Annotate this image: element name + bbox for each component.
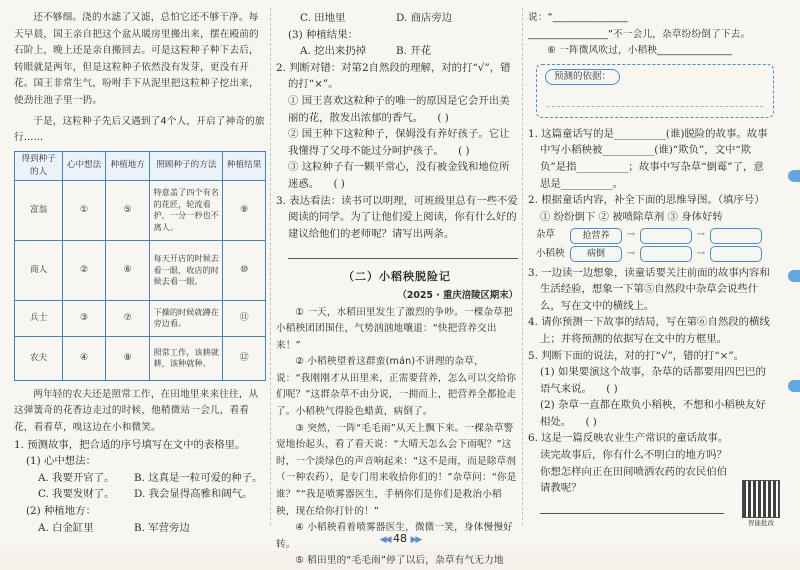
question: 3. 表达看法：读书可以明理，可班级里总有一些不爱阅读的同学。为了让他们爱上阅读，你有什么好的建议给他们的老师呢？请写出两条。 <box>276 194 518 240</box>
story-paragraph: ④ 小稻秧看着喷雾器医生，微微一笑，身体慢慢好转。 <box>276 522 513 550</box>
answer-slot[interactable]: ⑧ <box>105 336 150 380</box>
answer-line[interactable] <box>540 499 724 514</box>
table-header-cell: 种植结果 <box>223 151 266 180</box>
judge-text: ② 国王种下这粒种子，保姆没有养好孩子。它让我懂得了父母不能过分呵护孩子。 <box>288 128 510 157</box>
table-header-cell: 照顾种子的方法 <box>150 151 223 180</box>
section-title: （二）小稻秧脱险记 <box>343 270 451 284</box>
mindmap-row-seedling <box>528 246 774 263</box>
option[interactable]: A. 我要开官了。 <box>38 471 115 484</box>
mindmap-label: 杂草 <box>536 229 556 241</box>
column-divider <box>522 8 523 525</box>
table-row <box>15 336 266 380</box>
side-tabs <box>786 0 800 551</box>
answer-slot[interactable]: ① <box>63 180 106 240</box>
mindmap-blank-box[interactable] <box>710 246 762 262</box>
option-row <box>276 10 518 27</box>
answer-slot[interactable]: ⑤ <box>105 180 150 240</box>
answer-slot[interactable]: ⑨ <box>223 180 266 240</box>
column-middle <box>276 10 518 570</box>
question: 2. 判断对错：对第2自然段的理解，对的打“√”，错的打“×”。 <box>276 61 511 91</box>
column-divider <box>270 8 271 525</box>
prev-arrows-icon: ◀◀ <box>379 535 390 545</box>
next-arrows-icon: ▶▶ <box>410 535 421 545</box>
arrow-right-icon: → <box>626 247 636 259</box>
table-header-cell: 得到种子的人 <box>15 151 63 180</box>
judge-text: (1) 如果要演这个故事，杂草的话都要用四巴巴的语气来说。 <box>540 366 766 395</box>
side-tab[interactable] <box>788 270 800 282</box>
option[interactable]: A. 白金缸里 <box>38 521 94 534</box>
page-footer <box>0 532 800 545</box>
option[interactable]: A. 挖出来扔掉 <box>300 45 367 58</box>
sub-question: (1) 心中想法： <box>26 455 96 468</box>
mindmap-box: 病倒 <box>570 246 622 262</box>
table-cell: 兵士 <box>15 300 63 336</box>
table-cell: 商人 <box>15 240 63 300</box>
judge-item <box>528 364 774 397</box>
story-paragraph: ② 小稻秧望着这群蛮(mán)不讲理的杂草，说：“我刚刚才从田里来，正需要营养，怎么可以交给你们呢？”这群杂草不由分说，一拥而上，把营养全都抢走了。小稻秧气得脸色蜡黄，病倒了。 <box>276 356 517 418</box>
story-paragraph: ① 一天，水稻田里发生了激烈的争吵。一棵杂草把小稻秧团团围住，气势汹汹地嚷道：“快把营养交出来！” <box>276 306 513 351</box>
table-row <box>15 240 266 300</box>
answer-paren[interactable]: ( ) <box>437 111 449 124</box>
question: 4. 请你预测一下故事的结局，写在第⑥自然段的横线上；并将预测的依据写在文中的方框里。 <box>528 316 770 345</box>
mindmap-row-weeds <box>528 227 774 244</box>
judge-item <box>528 397 774 430</box>
option[interactable]: D. 商店旁边 <box>396 12 453 24</box>
prediction-basis-box[interactable] <box>536 64 774 118</box>
side-tab[interactable] <box>788 380 800 392</box>
table-row <box>15 300 266 336</box>
answer-slot[interactable]: ⑥ <box>105 240 150 300</box>
judge-item <box>276 159 518 192</box>
sub-question: (2) 种植地方： <box>26 504 96 517</box>
mindmap-blank-box[interactable] <box>640 246 692 262</box>
mindmap-blank-box[interactable] <box>640 228 692 244</box>
question: 1. 这篇童话写的是__________(谁)脱险的故事。故事中写小稻秧被__________(谁)“欺负”，文中“欺负”是指__________；故事中写杂草“倒霉”了，意思是__________。 <box>528 127 768 190</box>
question: 2. 根据童话内容，补全下面的思维导图。（填序号） <box>528 194 765 207</box>
judge-item <box>276 126 518 159</box>
table-header-cell: 心中想法 <box>63 151 106 180</box>
question: 1. 预测故事，把合适的序号填写在文中的表格里。 <box>14 438 246 451</box>
table-header-cell: 种植地方 <box>105 151 150 180</box>
story-paragraph: 两年轻的农夫还是照常工作，在田地里来来往往，从这弹簧奇的花香边走过的时候，他稍微站一会儿，看看花，看看草，嗅这边在小和微笑。 <box>14 388 259 433</box>
option[interactable]: B. 军营旁边 <box>134 521 190 534</box>
answer-slot[interactable]: ⑪ <box>223 300 266 336</box>
table-row <box>15 180 266 240</box>
answer-slot[interactable]: ③ <box>63 300 106 336</box>
judge-text: ① 国王喜欢这粒种子的唯一的原因是它会开出美丽的花，散发出浓郁的香气。 <box>288 94 510 124</box>
table-cell: 特意盖了四个有名的花匠，轮流看护，一分一秒也不离人。 <box>150 180 223 240</box>
option[interactable]: D. 我会显得高雅和阔气。 <box>134 488 253 501</box>
arrow-right-icon: → <box>696 229 706 241</box>
qr-code-image <box>742 480 780 518</box>
mindmap-blank-box[interactable] <box>710 228 762 244</box>
story-ending-line[interactable]: ⑥ 一阵微风吹过，小稻秧_______________ <box>547 45 733 57</box>
mindmap-label: 小稻秧 <box>536 247 565 259</box>
answer-paren[interactable]: ( ) <box>333 177 345 190</box>
story-paragraph: 还不够细。浇的水滤了又滤，总怕它还不够干净。每天早晨，国王亲自把这个盆从暖房里搬出来，摆在殿前的石阶上，晚上还是亲自搬回去。可是这粒种子种下去后，转眼就是两年，但是这粒种子依然没有发芽，更没有开花。国王非常生气，吩咐手下从泥里把这粒种子挖出来，使劲往池子里一扔。 <box>14 12 259 106</box>
option[interactable]: B. 开花 <box>396 45 432 58</box>
option[interactable]: C. 我要发财了。 <box>38 488 115 501</box>
table-cell: 农夫 <box>15 336 63 380</box>
answer-slot[interactable]: ⑩ <box>223 240 266 300</box>
answer-paren[interactable]: ( ) <box>606 382 618 395</box>
answer-slot[interactable]: ② <box>63 240 106 300</box>
story-paragraph: ⑤ 稻田里的“毛毛雨”停了以后，杂草有气无力地 <box>295 555 504 567</box>
arrow-right-icon: → <box>626 229 636 241</box>
section-source: （2025 · 重庆涪陵区期末） <box>397 289 518 301</box>
prediction-basis-label: 预测的依据： <box>545 69 620 85</box>
option[interactable]: B. 这真是一粒可爱的种子。 <box>134 471 263 484</box>
story-continuation[interactable]: ________________”不一会儿，杂草纷纷倒了下去。 <box>528 28 751 40</box>
option[interactable]: C. 田地里 <box>300 12 346 24</box>
story-paragraph: 于是，这粒种子先后又遇到了4个人，开启了神奇的旅行…… <box>14 115 265 144</box>
question: 6. 这是一篇反映农业生产常识的童话故事。读完故事后，你有什么不明白的地方吗？你想怎样向正在田间喷洒农药的农民伯伯请教呢？ <box>528 432 729 495</box>
question: 5. 判断下面的说法，对的打“√”，错的打“×”。 <box>528 349 745 362</box>
option-row <box>276 43 518 60</box>
side-tab[interactable] <box>788 170 800 182</box>
qr-code[interactable] <box>742 480 780 530</box>
table-header-row <box>15 151 266 180</box>
judge-item <box>276 93 518 126</box>
option-row <box>14 470 266 487</box>
answer-slot[interactable]: ⑦ <box>105 300 150 336</box>
column-left <box>14 10 266 536</box>
table-cell: 下操的时候就蹲在旁边看。 <box>150 300 223 336</box>
table-cell: 每天开店的时候去看一眼，收店的时候去看一眼。 <box>150 240 223 300</box>
story-continuation[interactable]: 说：“_______________ <box>528 12 628 23</box>
option-row <box>14 486 266 503</box>
mindmap-box: 抢营养 <box>570 228 622 244</box>
prediction-table <box>14 151 266 381</box>
arrow-right-icon: → <box>696 247 706 259</box>
question: 3. 一边读一边想象，读童话要关注前面的故事内容和生活经验，想象一下第⑤自然段中杂草会说些什么，写在文中的横线上。 <box>528 266 770 312</box>
qr-code-label: 智能批改 <box>748 519 774 527</box>
mindmap-options: ① 纷纷倒下 ② 被喷除草剂 ③ 身体好转 <box>540 210 723 223</box>
judge-text: ③ 这粒种子有一颗平常心，没有被金钱和地位所迷惑。 <box>288 161 510 190</box>
answer-slot[interactable]: ⑫ <box>223 336 266 380</box>
answer-paren[interactable]: ( ) <box>585 415 597 428</box>
page-number: 48 <box>393 532 407 545</box>
answer-slot[interactable]: ④ <box>63 336 106 380</box>
answer-line[interactable] <box>547 106 763 107</box>
answer-line[interactable] <box>288 244 518 259</box>
judge-text: (2) 杂草一直都在欺负小稻秧，不想和小稻秧友好相处。 <box>540 399 766 428</box>
story-paragraph: ③ 突然，一阵“毛毛雨”从天上飘下来。一棵杂草警觉地抬起头，看了看天说：“大晴天怎么会下雨呢？”这时，一个淡绿色的声音响起来：“这不是雨，而是除草剂（一种农药），是专门用来收拾你们的！”杂草问：“你是谁？”“我是喷雾器医生，手柄你们是你们是救治小稻秧，现在给你打针的！” <box>276 422 517 517</box>
table-cell: 照常工作，该耕就耕，该种就种。 <box>150 336 223 380</box>
answer-paren[interactable]: ( ) <box>458 144 470 157</box>
sub-question: (3) 种植结果： <box>288 28 358 41</box>
column-right <box>528 10 774 518</box>
table-cell: 富翁 <box>15 180 63 240</box>
